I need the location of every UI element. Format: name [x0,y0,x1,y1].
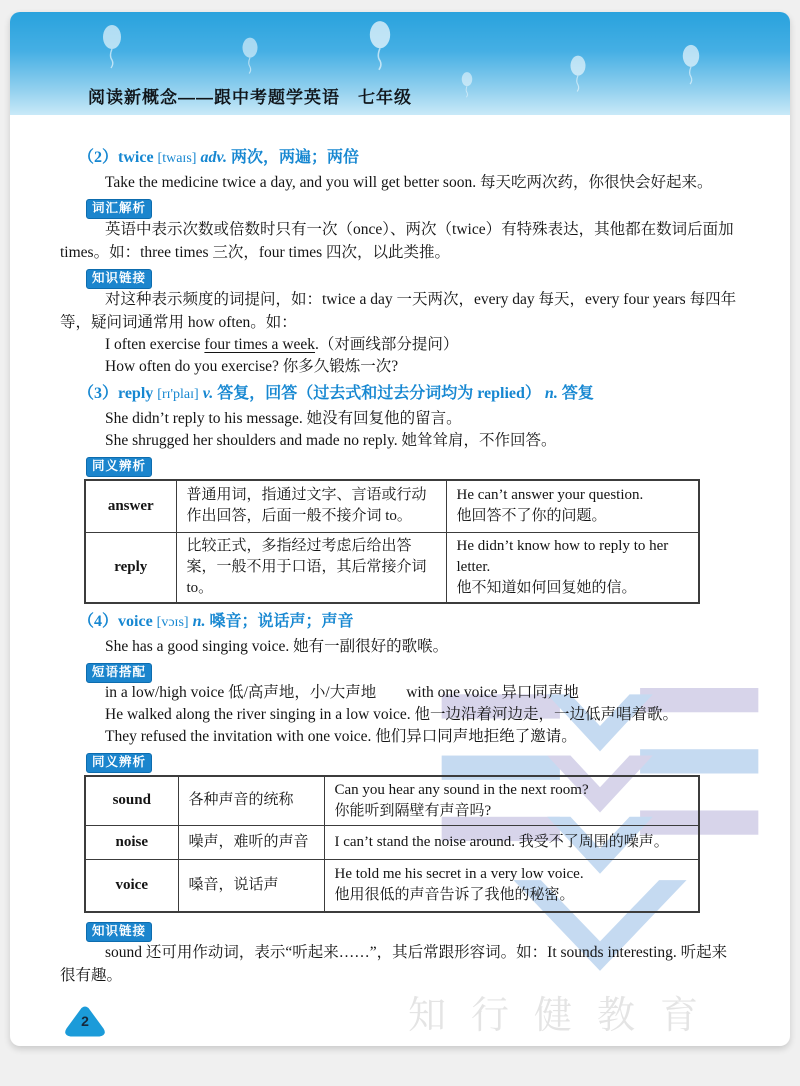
entry-number: （3） [78,385,119,402]
page-number: 2 [81,1013,89,1029]
example-cell: I can’t stand the noise around. 我受不了周围的噪声。 [324,826,699,860]
phrase-item: in a low/high voice 低/高声地，小/大声地 [105,683,377,701]
example-sentence: She has a good singing voice. 她有一副很好的歌喉。 [105,637,449,655]
balloon-icon [568,54,588,94]
example-sentence: How often do you exercise? 你多久锻炼一次? [105,358,399,375]
example-text: .（对画线部分提问） [315,336,459,353]
example-sentence [60,334,742,356]
meaning: 答复 [561,385,594,402]
example-text: I often exercise [105,336,205,353]
part-of-speech: n. [544,385,558,402]
word-cell: reply [85,532,176,603]
badge-row [60,267,742,286]
word-cell: voice [85,860,178,912]
phonetic: [rɪ'plaɪ] [157,387,199,402]
entry-heading-voice [78,611,742,633]
synonym-comparison-table-sound-noise-voice [84,775,700,913]
phrase-collocation-badge: 短语搭配 [86,663,152,683]
example-sentence: She shrugged her shoulders and made no reply. 她耸耸肩，不作回答。 [105,432,557,449]
example-zh: 你能听到隔壁有声音吗? [334,802,492,819]
book-page [10,12,790,1046]
example-cell [324,776,699,826]
table-row [85,480,699,532]
phrase-item: with one voice 异口同声地 [406,683,579,701]
headword: voice [118,612,153,630]
example-zh: 他用很低的声音告诉了我他的秘密。 [334,887,575,904]
badge-row [60,661,742,680]
meaning: 两次，两遍；两倍 [230,149,359,166]
word-cell: noise [85,826,178,860]
knowledge-link-badge: 知识链接 [86,269,152,289]
note-paragraph: 英语中表示次数或倍数时只有一次（once）、两次（twice）有特殊表达，其他都在数词后面加times。如：three times 三次，four times 四次，以此类推。 [60,221,734,261]
part-of-speech: n. [192,612,206,630]
badge-row [60,197,742,216]
usage-cell: 各种声音的统称 [178,776,324,826]
header-band [10,12,790,115]
synonym-analysis-badge: 同义辨析 [86,457,152,477]
word-cell: answer [85,480,176,532]
example-sentence: He walked along the river singing in a low voice. 他一边沿着河边走，一边低声唱着歌。 [105,705,678,723]
example-zh: 他回答不了你的问题。 [456,508,607,525]
example-sentence: They refused the invitation with one voice. 他们异口同声地拒绝了邀请。 [105,727,577,745]
page-content [60,115,742,987]
balloon-icon [460,70,474,100]
table-row [85,532,699,603]
balloon-icon [366,20,394,72]
word-cell: sound [85,776,178,826]
table-row [85,826,699,860]
example-en: He didn’t know how to reply to her letter. [456,537,669,575]
usage-cell: 比较正式，多指经过考虑后给出答案，一般不用于口语，其后常接介词 to。 [176,532,446,603]
balloon-icon [680,44,702,86]
example-sentence: She didn’t reply to his message. 她没有回复他的留言。 [105,410,462,427]
synonym-analysis-badge: 同义辨析 [86,753,152,773]
phrase-line [60,682,742,704]
entry-heading-twice [78,147,742,169]
example-en: He can’t answer your question. [456,487,644,504]
knowledge-link-badge: 知识链接 [86,922,152,942]
table-row [85,860,699,912]
example-cell [446,480,699,532]
phonetic: [twaɪs] [157,151,197,166]
watermark-brand-text: 知行健教育 [408,995,724,1037]
entry-number: （2） [78,149,119,166]
entry-number: （4） [78,612,119,630]
part-of-speech: adv. [200,149,227,166]
example-sentence: Take the medicine twice a day, and you will get better soon. 每天吃两次药，你很快会好起来。 [105,174,713,191]
badge-row [60,920,742,939]
example-cell [446,532,699,603]
usage-cell: 普通用词，指通过文字、言语或行动作出回答，后面一般不接介词 to。 [176,480,446,532]
entry-heading-reply [78,383,742,405]
headword: reply [118,385,154,402]
headword: twice [118,149,154,166]
note-paragraph: sound 还可用作动词，表示“听起来……”，其后常跟形容词。如：It sounds interesting. 听起来很有趣。 [60,943,728,984]
badge-row [60,455,742,474]
synonym-comparison-table-answer-reply [84,479,700,604]
usage-cell: 噪声，难听的声音 [178,826,324,860]
vocab-analysis-badge: 词汇解析 [86,199,152,219]
note-paragraph: 对这种表示频度的词提问，如：twice a day 一天两次，every day 每天，every four years 每四年等，疑问词通常用 how often。如： [60,291,737,331]
underlined-phrase: four times a week [204,336,316,353]
balloon-icon [100,24,124,70]
part-of-speech: v. [202,385,214,402]
meaning: 答复，回答（过去式和过去分词均为 replied） [217,385,541,402]
example-cell [324,860,699,912]
balloon-icon [240,36,260,76]
meaning: 嗓音；说话声；声音 [209,612,354,630]
example-zh: 他不知道如何回复她的信。 [456,579,637,596]
example-en: Can you hear any sound in the next room? [334,781,589,798]
book-title: 阅读新概念——跟中考题学英语 七年级 [88,88,412,107]
page-number-marker [62,1004,108,1040]
example-en: He told me his secret in a very low voice. [334,866,584,883]
usage-cell: 嗓音，说话声 [178,860,324,912]
table-row [85,776,699,826]
phonetic: [vɔɪs] [156,614,189,630]
badge-row [60,751,742,770]
